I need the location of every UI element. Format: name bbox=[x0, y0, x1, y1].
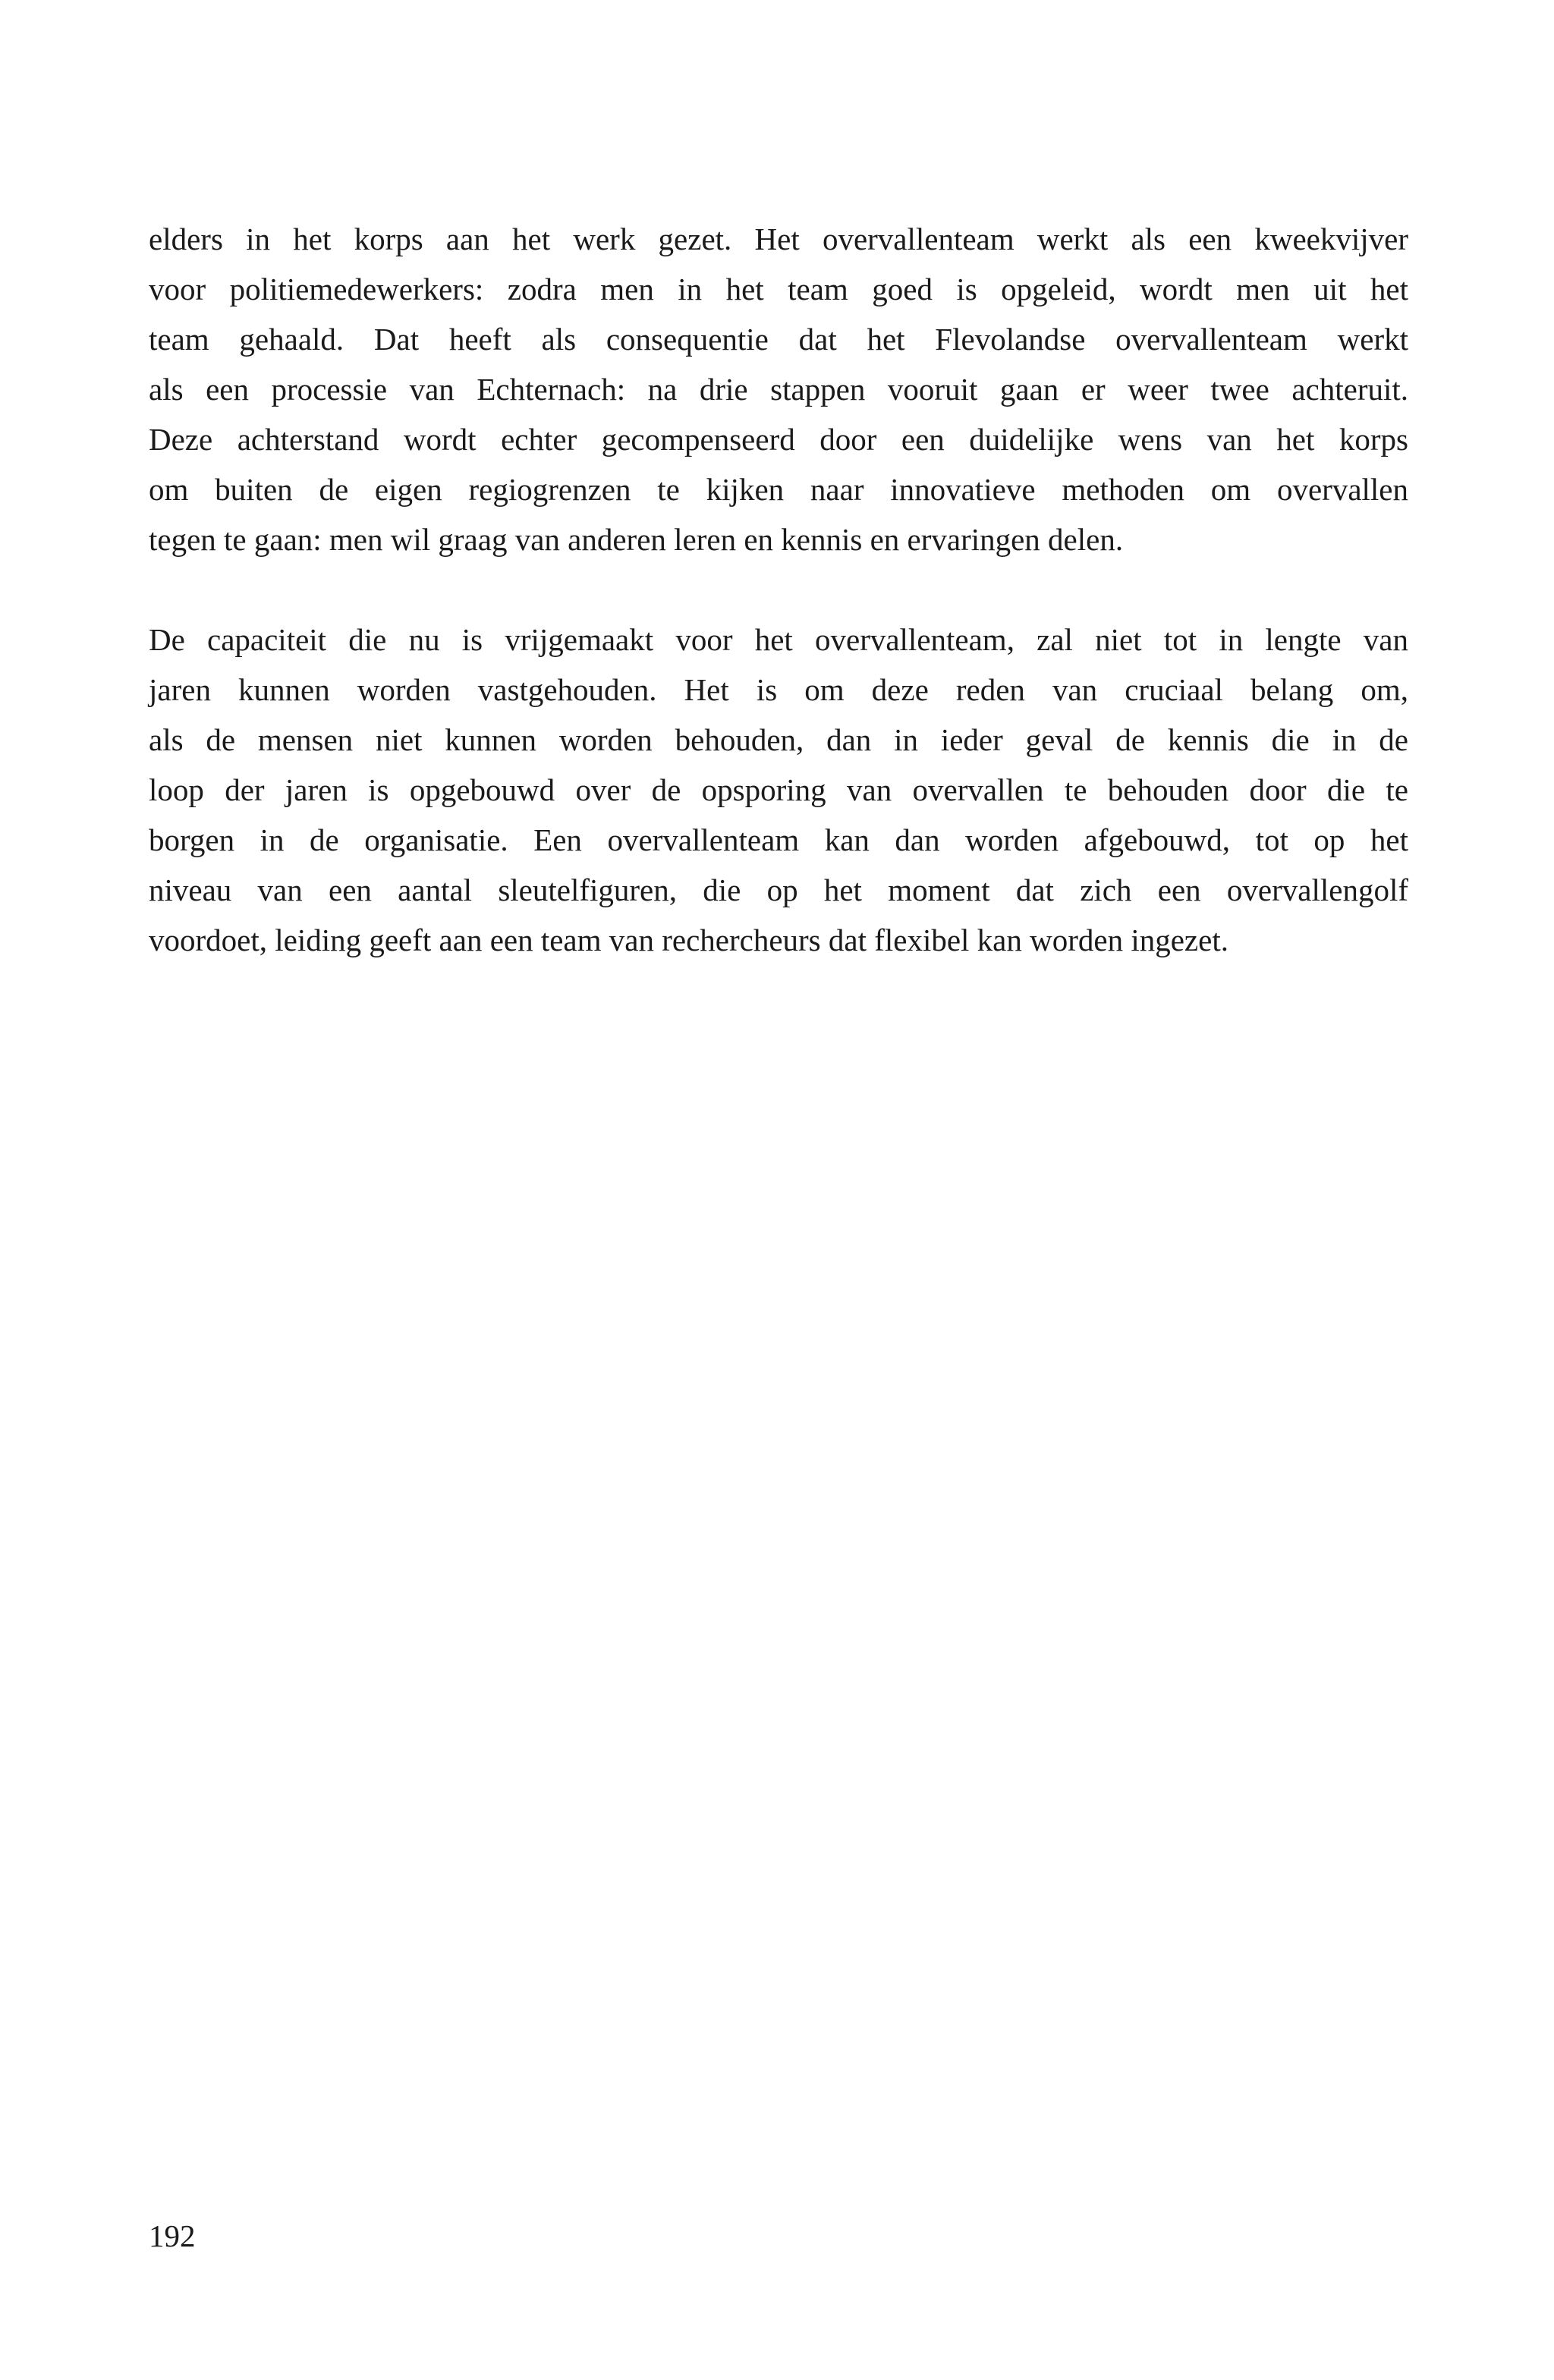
paragraph-1 bbox=[149, 214, 1408, 564]
text-line: als de mensen niet kunnen worden behouden, dan in ieder geval de kennis die in de bbox=[149, 722, 1408, 757]
body-text bbox=[149, 214, 1408, 965]
text-line: loop der jaren is opgebouwd over de opsporing van overvallen te behouden door die te bbox=[149, 772, 1408, 807]
page-number: 192 bbox=[149, 2218, 196, 2253]
text-line: team gehaald. Dat heeft als consequentie dat het Flevolandse overvallenteam werkt bbox=[149, 322, 1408, 357]
text-line: voordoet, leiding geeft aan een team van rechercheurs dat flexibel kan worden ingezet. bbox=[149, 923, 1228, 957]
text-line: voor politiemedewerkers: zodra men in het team goed is opgeleid, wordt men uit het bbox=[149, 272, 1408, 307]
text-line: niveau van een aantal sleutelfiguren, die op het moment dat zich een overvallengolf bbox=[149, 872, 1408, 907]
text-line: De capaciteit die nu is vrijgemaakt voor het overvallenteam, zal niet tot in lengte van bbox=[149, 622, 1408, 657]
text-line: als een processie van Echternach: na drie stappen vooruit gaan er weer twee achteruit. bbox=[149, 372, 1408, 407]
text-line: om buiten de eigen regiogrenzen te kijken naar innovatieve methoden om overvallen bbox=[149, 472, 1408, 507]
text-line: Deze achterstand wordt echter gecompenseerd door een duidelijke wens van het korps bbox=[149, 422, 1408, 457]
text-line: tegen te gaan: men wil graag van anderen leren en kennis en ervaringen delen. bbox=[149, 522, 1124, 557]
text-line: elders in het korps aan het werk gezet. Het overvallenteam werkt als een kweekvijver bbox=[149, 222, 1408, 256]
text-line: borgen in de organisatie. Een overvallenteam kan dan worden afgebouwd, tot op het bbox=[149, 822, 1408, 857]
text-line: jaren kunnen worden vastgehouden. Het is om deze reden van cruciaal belang om, bbox=[149, 672, 1408, 707]
paragraph-2 bbox=[149, 615, 1408, 965]
